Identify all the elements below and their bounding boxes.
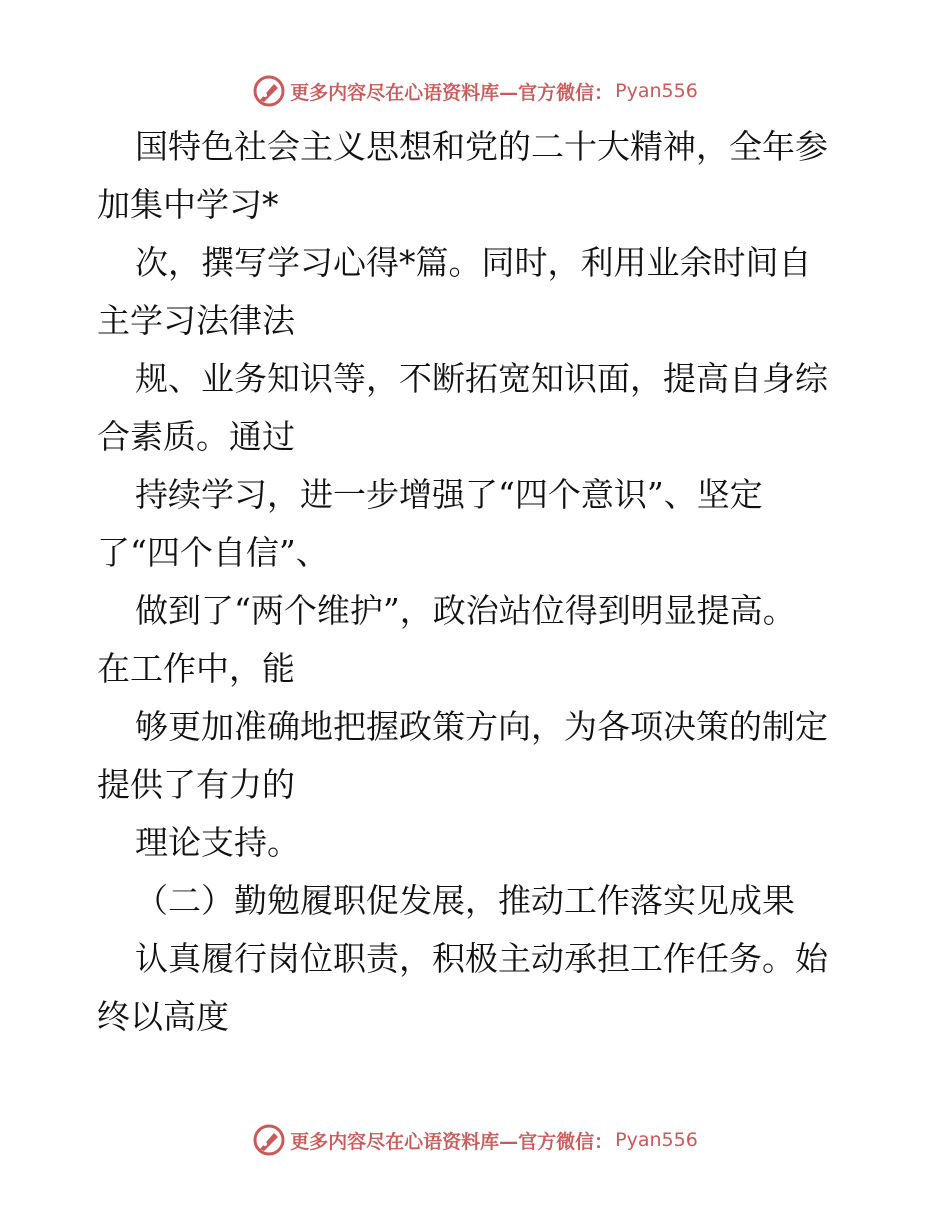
text-line: 了“四个自信”、 (97, 533, 329, 572)
text-line: 国特色社会主义思想和党的二十大精神，全年参 (135, 127, 828, 166)
document-body (97, 118, 867, 1046)
watermark-wechat-id: Pyan556 (615, 80, 698, 102)
text-line: 认真履行岗位职责，积极主动承担工作任务。始 (135, 939, 828, 978)
pen-nib-circle-icon (252, 1123, 286, 1157)
text-line: 终以高度 (97, 997, 229, 1036)
watermark-wechat-id: Pyan556 (615, 1129, 698, 1151)
text-line: 够更加准确地把握政策方向，为各项决策的制定 (135, 707, 828, 746)
text-line: 持续学习，进一步增强了“四个意识”、坚定 (135, 475, 763, 514)
text-line: 在工作中，能 (97, 649, 295, 688)
pen-nib-circle-icon (252, 74, 286, 108)
text-line: 主学习法律法 (97, 301, 295, 340)
text-line: 合素质。通过 (97, 417, 295, 456)
footer-watermark (0, 1120, 950, 1160)
text-line: 提供了有力的 (97, 765, 295, 804)
text-line: 规、业务知识等，不断拓宽知识面，提高自身综 (135, 359, 828, 398)
text-line: 理论支持。 (135, 823, 300, 862)
watermark-text: 更多内容尽在心语资料库—官方微信： (290, 1130, 614, 1153)
header-watermark (0, 71, 950, 111)
text-line: 次，撰写学习心得*篇。同时，利用业余时间自 (135, 243, 812, 282)
text-line: 做到了“两个维护”，政治站位得到明显提高。 (135, 591, 796, 630)
watermark-text: 更多内容尽在心语资料库—官方微信： (290, 81, 614, 104)
section-heading: （二）勤勉履职促发展，推动工作落实见成果 (135, 881, 795, 920)
text-line: 加集中学习* (97, 185, 279, 224)
